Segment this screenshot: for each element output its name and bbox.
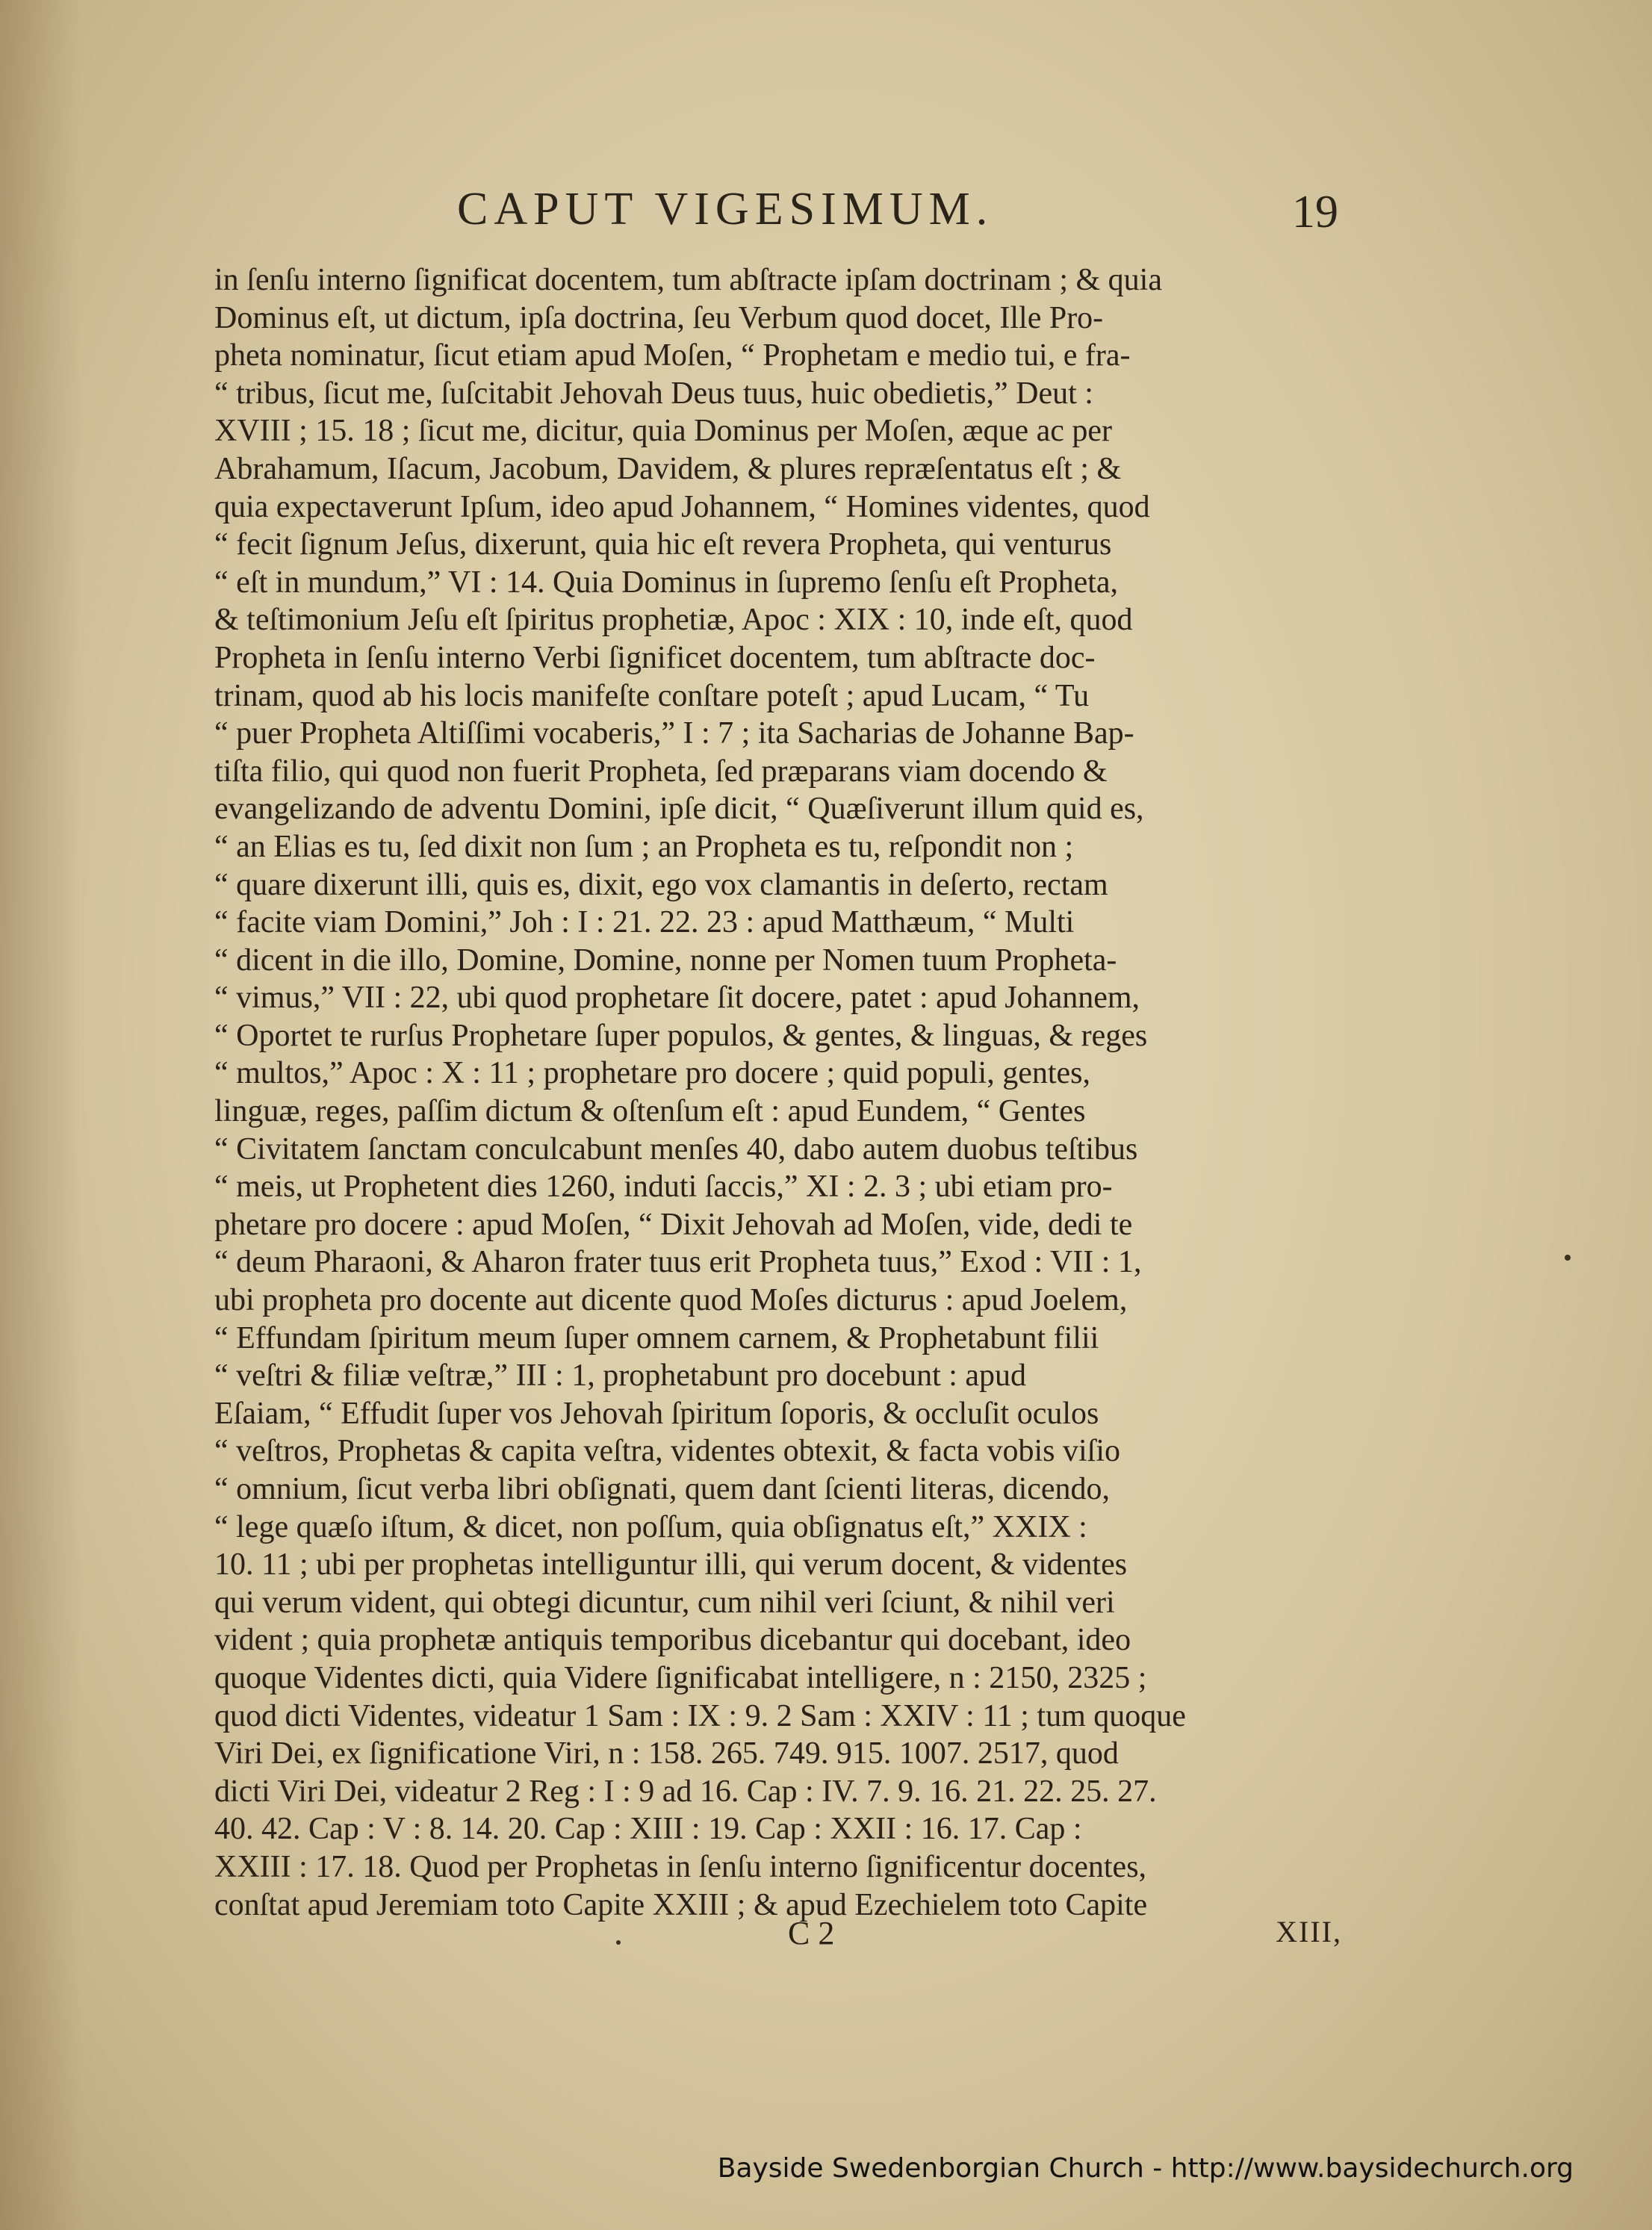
text-line: evangelizando de adventu Domini, ipſe dicit, “ Quæſiverunt illum quid es, (214, 792, 1144, 827)
text-line: quia expectaverunt Ipſum, ideo apud Johannem, “ Homines videntes, quod (214, 489, 1150, 524)
text-line: “ vimus,” VII : 22, ubi quod prophetare ſit docere, patet : apud Johannem, (214, 981, 1140, 1016)
text-line: qui verum vident, qui obtegi dicuntur, cum nihil veri ſciunt, & nihil veri (214, 1585, 1115, 1620)
text-line: Abrahamum, Iſacum, Jacobum, Davidem, & plures repræſentatus eſt ; & (214, 451, 1122, 486)
text-line: “ Effundam ſpiritum meum ſuper omnem carnem, & Prophetabunt filii (214, 1320, 1099, 1355)
text-line: ubi propheta pro docente aut dicente quod Moſes dicturus : apud Joelem, (214, 1283, 1128, 1318)
text-line: 10. 11 ; ubi per prophetas intelliguntur illi, qui verum docent, & videntes (214, 1547, 1128, 1583)
text-line: “ deum Pharaoni, & Aharon frater tuus erit Propheta tuus,” Exod : VII : 1, (214, 1245, 1142, 1280)
text-line: Propheta in ſenſu interno Verbi ſignificet docentem, tum abſtracte doc- (214, 640, 1096, 675)
text-line: “ facite viam Domini,” Joh : I : 21. 22. 23 : apud Matthæum, “ Multi (214, 905, 1075, 940)
text-line: dicti Viri Dei, videatur 2 Reg : I : 9 ad 16. Cap : IV. 7. 9. 16. 21. 22. 25. 27. (214, 1774, 1157, 1809)
text-line: “ multos,” Apoc : X : 11 ; prophetare pro docere ; quid populi, gentes, (214, 1056, 1091, 1091)
text-line: “ Civitatem ſanctam conculcabunt menſes 40, dabo autem duobus teſtibus (214, 1131, 1138, 1167)
text-line: tiſta filio, qui quod non fuerit Propheta, ſed præparans viam docendo & (214, 754, 1108, 789)
text-line: Eſaiam, “ Effudit ſuper vos Jehovah ſpiritum ſoporis, & occluſit oculos (214, 1396, 1099, 1431)
text-line: linguæ, reges, paſſim dictum & oſtenſum eſt : apud Eundem, “ Gentes (214, 1094, 1086, 1129)
running-head: CAPUT VIGESIMUM. (457, 184, 994, 235)
text-line: “ Oportet te rurſus Prophetare ſuper populos, & gentes, & linguas, & reges (214, 1018, 1148, 1053)
text-line: vident ; quia prophetæ antiquis temporibus dicebantur qui docebant, ideo (214, 1623, 1131, 1658)
text-line: “ tribus, ſicut me, ſuſcitabit Jehovah Deus tuus, huic obedietis,” Deut : (214, 376, 1093, 411)
text-line: “ veſtri & filiæ veſtræ,” III : 1, prophetabunt pro docebunt : apud (214, 1358, 1027, 1394)
text-line: “ meis, ut Prophetent dies 1260, induti ſaccis,” XI : 2. 3 ; ubi etiam pro- (214, 1170, 1113, 1205)
text-line: pheta nominatur, ſicut etiam apud Moſen, “ Prophetam e medio tui, e fra- (214, 338, 1131, 373)
text-line: “ lege quæſo iſtum, & dicet, non poſſum, quia obſignatus eſt,” XXIX : (214, 1509, 1087, 1544)
text-line: XXIII : 17. 18. Quod per Prophetas in ſenſu interno ſignificentur docentes, (214, 1849, 1147, 1884)
watermark: Bayside Swedenborgian Church - http://www.baysidechurch.org (717, 2153, 1574, 2184)
text-line: Dominus eſt, ut dictum, ipſa doctrina, ſeu Verbum quod docet, Ille Pro- (214, 300, 1104, 335)
text-line: in ſenſu interno ſignificat docentem, tum abſtracte ipſam doctrinam ; & quia (214, 263, 1162, 297)
text-line: & teſtimonium Jeſu eſt ſpiritus prophetiæ, Apoc : XIX : 10, inde eſt, quod (214, 603, 1133, 638)
body-text (214, 261, 1342, 1924)
page-header (457, 183, 1338, 250)
signature-mark: C 2 (788, 1915, 835, 1951)
catchword: XIII, (1276, 1915, 1342, 1948)
ink-speck (1565, 1255, 1571, 1261)
page-edge-shadow (0, 0, 82, 2230)
text-line: 40. 42. Cap : V : 8. 14. 20. Cap : XIII : 19. Cap : XXII : 16. 17. Cap : (214, 1812, 1082, 1847)
text-line: “ fecit ſignum Jeſus, dixerunt, quia hic eſt revera Propheta, qui venturus (214, 527, 1112, 562)
text-line: “ puer Propheta Altiſſimi vocaberis,” I : 7 ; ita Sacharias de Johanne Bap- (214, 716, 1134, 751)
text-line: trinam, quod ab his locis manifeſte conſtare poteſt ; apud Lucam, “ Tu (214, 678, 1090, 713)
text-line: “ an Elias es tu, ſed dixit non ſum ; an Propheta es tu, reſpondit non ; (214, 829, 1074, 864)
text-line: XVIII ; 15. 18 ; ſicut me, dicitur, quia Dominus per Moſen, æque ac per (214, 414, 1113, 449)
text-line: quoque Videntes dicti, quia Videre ſignificabat intelligere, n : 2150, 2325 ; (214, 1660, 1147, 1695)
page-number: 19 (1292, 187, 1338, 237)
ink-speck (616, 1940, 621, 1945)
text-line: “ eſt in mundum,” VI : 14. Quia Dominus in ſupremo ſenſu eſt Propheta, (214, 565, 1119, 600)
text-line: Viri Dei, ex ſignificatione Viri, n : 158. 265. 749. 915. 1007. 2517, quod (214, 1736, 1119, 1771)
text-line: “ dicent in die illo, Domine, Domine, nonne per Nomen tuum Propheta- (214, 942, 1117, 978)
text-line: phetare pro docere : apud Moſen, “ Dixit Jehovah ad Moſen, vide, dedi te (214, 1207, 1133, 1242)
text-line: conſtat apud Jeremiam toto Capite XXIII ; & apud Ezechielem toto Capite (214, 1887, 1148, 1922)
text-line: “ veſtros, Prophetas & capita veſtra, videntes obtexit, & facta vobis viſio (214, 1434, 1121, 1469)
text-line: “ omnium, ſicut verba libri obſignati, quem dant ſcienti literas, dicendo, (214, 1472, 1111, 1506)
text-line: quod dicti Videntes, videatur 1 Sam : IX : 9. 2 Sam : XXIV : 11 ; tum quoque (214, 1698, 1186, 1733)
text-line: “ quare dixerunt illi, quis es, dixit, ego vox clamantis in deſerto, rectam (214, 867, 1108, 902)
